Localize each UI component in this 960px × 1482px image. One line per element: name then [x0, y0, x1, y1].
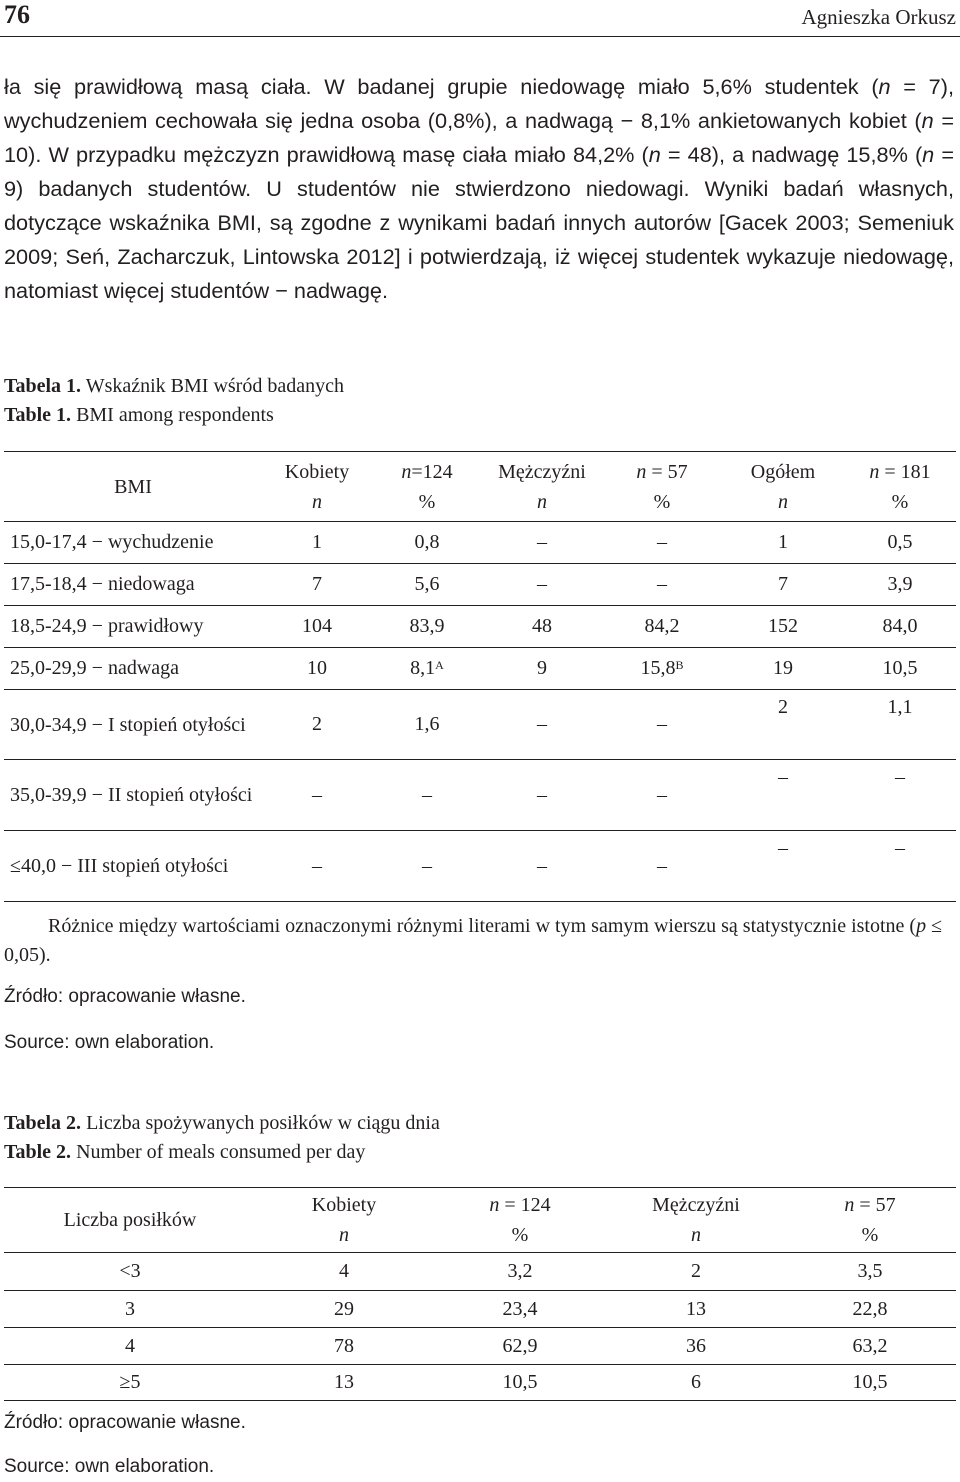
- table-row: 35,0-39,9 − II stopień otyłości – – – – – –: [4, 760, 956, 831]
- table1-source-pl: Źródło: opracowanie własne.: [4, 986, 246, 1007]
- men-header: Mężczyźni n: [482, 452, 602, 522]
- table-row: ≥5 13 10,5 6 10,5: [4, 1365, 956, 1401]
- table-row: 3 29 23,4 13 22,8: [4, 1291, 956, 1328]
- overall-header: Ogółem n: [722, 452, 844, 522]
- table1-source-en: Source: own elaboration.: [4, 1032, 215, 1053]
- table-row: 4 78 62,9 36 63,2: [4, 1328, 956, 1365]
- women-header: Kobiety n: [256, 1188, 432, 1253]
- table-row: ≤40,0 − III stopień otyłości – – – – – –: [4, 831, 956, 902]
- bmi-header: BMI: [4, 452, 262, 522]
- table1-footnote: Różnice między wartościami oznaczonymi różnymi literami w tym samym wierszu są statystycznie istotne (p ≤ 0,05).: [4, 915, 943, 966]
- table1-caption-en: Table 1. BMI among respondents: [4, 404, 274, 426]
- table-row: 17,5-18,4 − niedowaga 7 5,6 – – 7 3,9: [4, 564, 956, 606]
- bmi-table: [4, 451, 956, 902]
- table-row: 25,0-29,9 − nadwaga 10 $8,1^A$ 9 $15,8^B$ 19 10,5: [4, 648, 956, 690]
- page-number: 76: [4, 0, 30, 29]
- table-row: 30,0-34,9 − I stopień otyłości 2 1,6 – – 2 1,1: [4, 690, 956, 760]
- body-paragraph: ła się prawidłową masą ciała. W badanej grupie niedowagę miało 5,6% studentek (n = 7), wychudzeniem cechowała się jedna osoba (0,8%), a nadwagą − 8,1% ankietowanych kobiet (n = 10). W przypadku mężczyzn prawidłową masę ciała miało 84,2% (n = 48), a nadwagę 15,8% (n = 9) badanych studentów. U studentów nie stwierdzono niedowagi. Wyniki badań własnych, dotyczące wskaźnika BMI, są zgodne z wynikami badań innych autorów [Gacek 2003; Semeniuk 2009; Seń, Zacharczuk, Lintowska 2012] i potwierdzają, iż więcej studentek wykazuje niedowagę, natomiast więcej studentów − nadwagę.: [4, 74, 954, 303]
- table-row: <3 4 3,2 2 3,5: [4, 1253, 956, 1291]
- women-percent-header: n = 124 %: [432, 1188, 608, 1253]
- table2-header-row: [4, 1188, 956, 1253]
- women-header: Kobiety n: [262, 452, 372, 522]
- table1-caption-pl: Tabela 1. Wskaźnik BMI wśród badanych: [4, 375, 344, 397]
- men-percent-header: n = 57 %: [602, 452, 722, 522]
- running-author: Agnieszka Orkusz: [801, 5, 956, 29]
- table-row: 15,0-17,4 − wychudzenie 1 0,8 – – 1 0,5: [4, 522, 956, 564]
- men-percent-header: n = 57 %: [784, 1188, 956, 1253]
- overall-percent-header: n = 181 %: [844, 452, 956, 522]
- table2-source-en: Source: own elaboration.: [4, 1456, 215, 1477]
- table-row: 18,5-24,9 − prawidłowy 104 83,9 48 84,2 152 84,0: [4, 606, 956, 648]
- table2-caption-pl: Tabela 2. Liczba spożywanych posiłków w ciągu dnia: [4, 1112, 440, 1134]
- table1-header-row: [4, 452, 956, 522]
- men-header: Mężczyźni n: [608, 1188, 784, 1253]
- table2-caption-en: Table 2. Number of meals consumed per day: [4, 1141, 366, 1163]
- table2-source-pl: Źródło: opracowanie własne.: [4, 1412, 246, 1433]
- meals-table: [4, 1187, 956, 1401]
- meals-header: Liczba posiłków: [4, 1188, 256, 1253]
- women-percent-header: n=124 %: [372, 452, 482, 522]
- running-header: [0, 0, 960, 37]
